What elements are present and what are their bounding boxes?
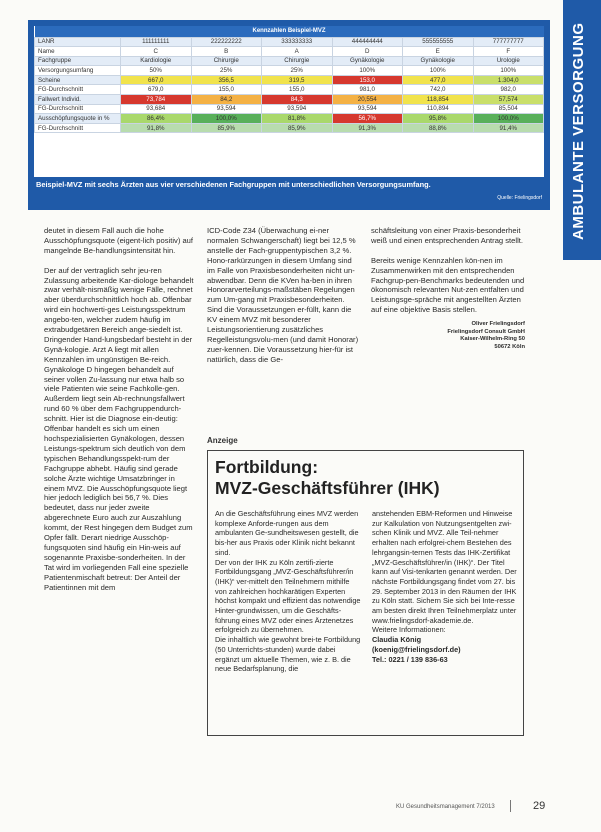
advertisement-title-line-1: Fortbildung: — [215, 457, 319, 477]
table-cell: 477,0 — [403, 75, 474, 85]
publication-footer: KU Gesundheitsmanagement 7/2013 — [396, 804, 495, 810]
table-cell: 25% — [191, 66, 262, 76]
row-label: Fallwert Individ. — [35, 95, 121, 105]
ad-paragraph: anstehenden EBM-Reformen und Hinweise zur Kalkulation von Nutzungsentgelten zwi-schen Klinik und MVZ. Alle Teil-nehmer erhalten nach erfolgrei-chem Bestehen des lehrgangsin-ternen Tests das IHK-Zertifikat „MVZ-Geschäftsführer/in (IHK)“. Der Titel kann auf Visi-tenkarten genannt werden. Der nächste Fortbildungsgang findet vom 27. bis 29. September 2013 in den Räumen der IHK zu Köln statt. Sichern Sie sich bei Inte-resse am besten direkt Ihren Teilnehmerplatz unter www.frielingsdorf-akademie.de. — [372, 509, 517, 625]
table-cell: 25% — [262, 66, 333, 76]
row-label: LANR — [35, 37, 121, 47]
row-label: Fachgruppe — [35, 56, 121, 66]
table-cell: 56,7% — [332, 114, 403, 124]
table-cell: Urologie — [473, 56, 544, 66]
table-cell: 319,5 — [262, 75, 333, 85]
table-cell: 100% — [403, 66, 474, 76]
table-cell: 85,9% — [262, 123, 333, 133]
table-cell: 777777777 — [473, 37, 544, 47]
figure-caption: Beispiel-MVZ mit sechs Ärzten aus vier verschiedenen Fachgruppen mit unterschiedlichen Versorgungsumfang. — [36, 180, 431, 189]
article-column-3 — [371, 226, 525, 352]
advertisement-box — [207, 450, 524, 736]
advertisement-title-line-2: MVZ-Geschäftsführer (IHK) — [215, 478, 440, 498]
row-label: Scheine — [35, 75, 121, 85]
table-row — [35, 47, 544, 57]
author-name: Oliver Frielingsdorf — [471, 321, 525, 328]
table-cell: 91,8% — [121, 123, 192, 133]
contact-name: Claudia König — [372, 635, 422, 645]
table-row — [35, 56, 544, 66]
kennzahlen-table — [34, 26, 544, 133]
table-cell: Gynäkologie — [403, 56, 474, 66]
article-paragraph: schäftsleitung von einer Praxis-besonderheit weiß und einen entsprechenden Antrag stellt. — [371, 226, 523, 245]
table-cell: 84,2 — [191, 95, 262, 105]
row-label: FG-Durchschnitt — [35, 123, 121, 133]
table-row — [35, 75, 544, 85]
table-cell: Chirurgie — [191, 56, 262, 66]
ad-paragraph: Die inhaltlich wie gewohnt brei-te Fortbildung (50 Unterrichts-stunden) wurde dabei ergänzt um aktuelle Themen, wie z. B. die neue Bedarfsplanung, die — [215, 635, 361, 674]
table-cell: 110,894 — [403, 104, 474, 114]
table-cell: 111111111 — [121, 37, 192, 47]
table-cell: 100% — [332, 66, 403, 76]
table-cell: 118,854 — [403, 95, 474, 105]
table-cell: 667,0 — [121, 75, 192, 85]
table-cell: 88,8% — [403, 123, 474, 133]
figure-source: Quelle: Frielingsdorf — [497, 195, 542, 201]
table-cell: 85,9% — [191, 123, 262, 133]
table-row — [35, 114, 544, 124]
table-cell: Gynäkologie — [332, 56, 403, 66]
article-paragraph: deutet in diesem Fall auch die hohe Ausschöpfungsquote (eigent-lich positiv) auf mangelnde Be-handlungsintensität hin. — [44, 226, 194, 255]
table-cell: 73,784 — [121, 95, 192, 105]
section-label: AMBULANTE VERSORGUNG — [570, 22, 587, 240]
table-row — [35, 66, 544, 76]
table-row — [35, 104, 544, 114]
article-column-1 — [44, 226, 196, 593]
contact-email[interactable]: (koenig@frielingsdorf.de) — [372, 644, 461, 654]
table-cell: 93,594 — [332, 104, 403, 114]
table-cell: Chirurgie — [262, 56, 333, 66]
ad-paragraph: Der von der IHK zu Köln zertifi-zierte Fortbildungsgang „MVZ-Geschäftsführer/in (IHK)“ ver-mittelt den Teilnehmern mithilfe von zahlreichen hochkarätigen Experten höchst kompakt und effizient das notwendige Hinter-grundwissen, um die Geschäfts-führung eines MVZ oder eines Ärztenetzes erfolgreich zu übernehmen. — [215, 557, 361, 635]
row-label: Ausschöpfungsquote in % — [35, 114, 121, 124]
table-cell: 20,554 — [332, 95, 403, 105]
advertisement-label: Anzeige — [207, 436, 238, 445]
table-cell: 333333333 — [262, 37, 333, 47]
advertisement-column-1 — [215, 509, 361, 674]
table-cell: 100% — [473, 66, 544, 76]
kennzahlen-figure — [28, 20, 550, 210]
author-street: Kaiser-Wilhelm-Ring 50 — [460, 336, 525, 343]
row-label: Name — [35, 47, 121, 57]
table-cell: F — [473, 47, 544, 57]
table-cell: D — [332, 47, 403, 57]
table-cell: A — [262, 47, 333, 57]
table-cell: 100,0% — [191, 114, 262, 124]
table-cell: B — [191, 47, 262, 57]
table-cell: Kardiologie — [121, 56, 192, 66]
table-cell: 93,594 — [191, 104, 262, 114]
author-signature — [371, 321, 525, 351]
table-cell: 155,0 — [262, 85, 333, 95]
author-company: Frielingsdorf Consult GmbH — [447, 328, 525, 335]
table-cell: 153,0 — [332, 75, 403, 85]
table-title: Kennzahlen Beispiel-MVZ — [35, 26, 544, 37]
table-cell: 982,0 — [473, 85, 544, 95]
advertisement-column-2 — [372, 509, 518, 664]
table-cell: 155,0 — [191, 85, 262, 95]
table-cell: 93,594 — [262, 104, 333, 114]
table-cell: 84,3 — [262, 95, 333, 105]
article-paragraph: Der auf der vertraglich sehr jeu-ren Zulassung arbeitende Kar-diologe behandelt zwar verhält-nismäßig wenige Fälle, rechnet aber überdurchschnittlich hoch ab. Offenbar wird ein hochwerti-ges Leistungsspektrum angebo-ten, welcher zudem häufig im extrabudgetären Bereich ange-siedelt ist. Dringender Hand-lungsbedarf besteht in der Gynä-kologie. Arzt A liegt mit allen Kennzahlen im ungünstigen Be-reich. Gynäkologe D hingegen behandelt auf seiner vollen Zu-lassung nur etwa halb so viele Patienten wie seine Fachkolle-gen. Außerdem liegt sein Ab-rechnungsfallwert rund 60 % über dem Fachgruppendurch-schnitt. Hier ist die Diagnose ein-deutig: Offenbar handelt es sich um einen hochspezialisierten Gynäkologen, dessen Leistungs-spektrum sich deutlich von dem typischen Behandlungsspekt-rum der Fachgruppe abhebt. Häufig sind gerade solche Ärzte wichtige Umsatzbringer in einem MVZ. Die Ausschöpfungsquote liegt hier jedoch lediglich bei 56,7 %. Dies bedeutet, dass nur jeder zweite abgerechnete Euro auch zur Auszahlung kommt, der Rest hingegen dem Budget zum Opfer fällt. Derart niedrige Ausschöp-fungsquoten sind häufig ein Hin-weis auf sogenannte Praxisbe-sonderheiten. In der Tat wird im vorliegenden Fall eine spezielle Patientenmischaft betreut: Der Anteil der Patientinnen mit dem — [44, 265, 194, 592]
ad-paragraph: An die Geschäftsführung eines MVZ werden komplexe Anforde-rungen aus dem ambulanten Ge-sundheitswesen gestellt, die bis-her aus Praxis oder Klinik nicht bekannt sind. — [215, 509, 359, 557]
ad-paragraph: Weitere Informationen: — [372, 625, 446, 635]
table-cell: C — [121, 47, 192, 57]
table-row — [35, 123, 544, 133]
table-cell: 555555555 — [403, 37, 474, 47]
contact-phone: Tel.: 0221 / 139 836-63 — [372, 654, 448, 664]
article-paragraph: ICD-Code Z34 (Überwachung ei-ner normalen Schwangerschaft) liegt bei 12,5 % anstelle der Fach-gruppentypischen 3,2 %. Hono-rarkürzungen in diesem Umfang sind im Falle von Praxisbesonderheiten nicht un-abwendbar. Denn die KVen ha-ben in ihren Honorarverteilungs-maßstäben Regelungen zum Um-gang mit Praxisbesonderheiten. Sind die Voraussetzungen er-füllt, kann die KV einem MVZ mit besonderer Leistungsorientierung zusätzliches Regelleistungsvolu-men (und damit Honorar) zuer-kennen. Die Voraussetzung hier-für ist natürlich, dass die Ge- — [207, 226, 359, 364]
kennzahlen-table-wrap — [34, 26, 544, 177]
table-cell: 50% — [121, 66, 192, 76]
article-paragraph: Bereits wenige Kennzahlen kön-nen im Zusammenwirken mit den entsprechenden Fachgrup-pen-Benchmarks bedeutenden und ökonomisch relevanten Nut-zen entfalten und Leistungsge-spräche mit angestellten Ärzten auf eine objektive Basis stellen. — [371, 255, 525, 315]
footer-divider — [510, 800, 511, 812]
table-cell: 981,0 — [332, 85, 403, 95]
table-cell: 679,0 — [121, 85, 192, 95]
table-cell: 742,0 — [403, 85, 474, 95]
table-cell: 100,0% — [473, 114, 544, 124]
table-cell: 444444444 — [332, 37, 403, 47]
table-cell: 91,3% — [332, 123, 403, 133]
table-row — [35, 37, 544, 47]
table-row — [35, 85, 544, 95]
article-column-2 — [207, 226, 359, 365]
table-row — [35, 95, 544, 105]
row-label: FG-Durchschnitt — [35, 85, 121, 95]
table-cell: 91,4% — [473, 123, 544, 133]
author-city: 50672 Köln — [494, 343, 525, 350]
table-cell: 85,504 — [473, 104, 544, 114]
row-label: FG-Durchschnitt — [35, 104, 121, 114]
table-cell: 95,8% — [403, 114, 474, 124]
table-cell: 1.304,0 — [473, 75, 544, 85]
advertisement-title — [215, 457, 440, 499]
table-cell: 86,4% — [121, 114, 192, 124]
table-cell: 93,684 — [121, 104, 192, 114]
row-label: Versorgungsumfang — [35, 66, 121, 76]
page-number: 29 — [533, 800, 546, 812]
table-cell: 356,5 — [191, 75, 262, 85]
table-cell: 222222222 — [191, 37, 262, 47]
table-cell: 81,8% — [262, 114, 333, 124]
table-cell: E — [403, 47, 474, 57]
table-cell: 57,574 — [473, 95, 544, 105]
